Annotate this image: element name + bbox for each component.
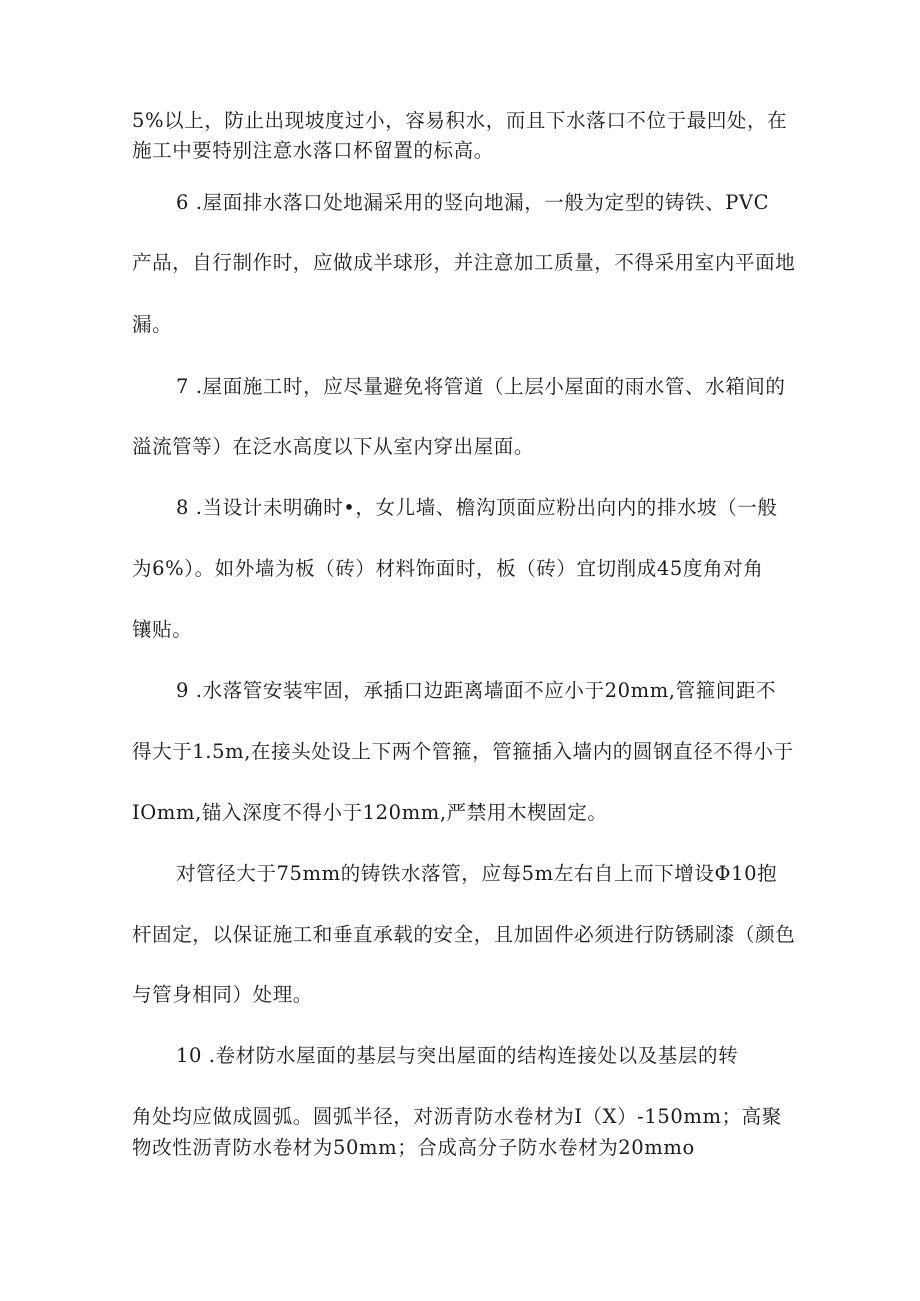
text-line: 9 .水落管安装牢固，承插口边距离墙面不应小于20mm,管箍间距不 [176,679,777,702]
text-line: 产品，自行制作时，应做成半球形，并注意加工质量，不得采用室内平面地 [132,251,796,274]
text-line: 得大于1.5m,在接头处设上下两个管箍，管箍插入墙内的圆钢直径不得小于 [132,740,794,763]
text-line: 溢流管等）在泛水高度以下从室内穿出屋面。 [132,435,535,458]
text-line: 6 .屋面排水落口处地漏采用的竖向地漏，一般为定型的铸铁、PVC [176,191,770,214]
text-line: 5%以上，防止出现坡度过小，容易积水，而且下水落口不位于最凹处，在 [132,109,788,132]
text-line: 镶贴。 [132,618,193,641]
text-line: 漏。 [132,313,173,336]
text-line: 角处均应做成圆弧。圆弧半径，对沥青防水卷材为I（X）-150mm；高聚 [132,1105,782,1128]
text-line: 为6%）。如外墙为板（砖）材料饰面时，板（砖）宜切削成45度角对角 [132,557,764,580]
text-line: 7 .屋面施工时，应尽量避免将管道（上层小屋面的雨水管、水箱间的 [176,375,786,398]
text-line: 对管径大于75mm的铸铁水落管，应每5m左右自上而下增设Φ10抱 [176,862,778,885]
text-line: 施工中要特别注意水落口杯留置的标高。 [132,139,494,162]
text-line: 10 .卷材防水屋面的基层与突出屋面的结构连接处以及基层的转 [176,1044,739,1067]
text-line: 杆固定，以保证施工和垂直承载的安全，且加固件必须进行防锈刷漆（颜色 [132,923,796,946]
text-line: 物改性沥青防水卷材为50mm；合成高分子防水卷材为20mmo [132,1136,695,1159]
text-line: IOmm,锚入深度不得小于120mm,严禁用木楔固定。 [132,801,608,824]
text-line: 与管身相同）处理。 [132,983,313,1006]
text-line: 8 .当设计未明确时•，女儿墙、檐沟顶面应粉出向内的排水坡（一般 [176,496,778,519]
